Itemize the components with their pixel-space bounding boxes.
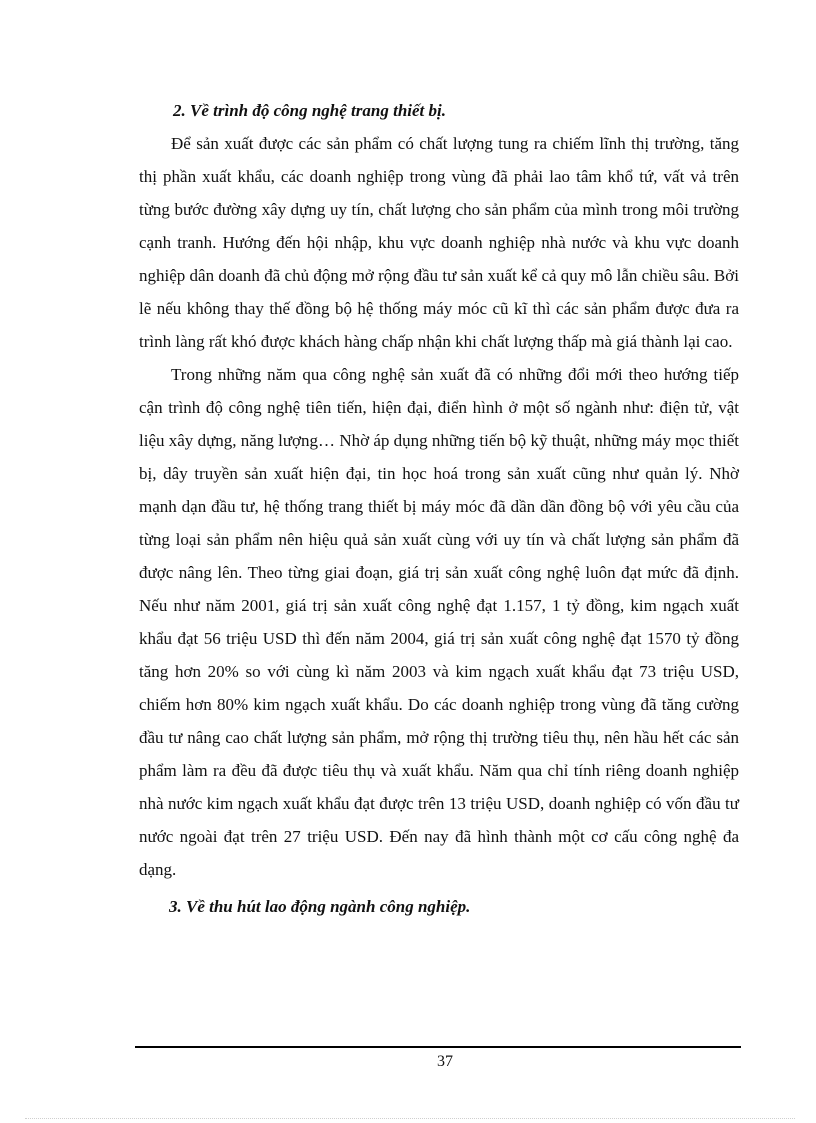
paragraph-2: Trong những năm qua công nghệ sản xuất đã có những đổi mới theo hướng tiếp cận trình độ công nghệ tiên tiến, hiện đại, điển hình ở một số ngành như: điện tử, vật liệu xây dựng, năng lượng… Nhờ áp dụng những tiến bộ kỹ thuật, những máy mọc thiết bị, dây truyền sản xuất hiện đại, tin học hoá trong sản xuất cũng như quản lý. Nhờ mạnh dạn đầu tư, hệ thống trang thiết bị máy móc đã dần dần đồng bộ với yêu cầu của từng loại sản phẩm nên hiệu quả sản xuất cùng với uy tín và chất lượng sản phẩm đã được nâng lên. Theo từng giai đoạn, giá trị sản xuất công nghệ luôn đạt mức đã định. Nếu như năm 2001, giá trị sản xuất công nghệ đạt 1.157, 1 tỷ đồng, kim ngạch xuất khẩu đạt 56 triệu USD thì đến năm 2004, giá trị sản xuất công nghệ đạt 1570 tỷ đồng tăng hơn 20% so với cùng kì năm 2003 và kim ngạch xuất khẩu đạt 73 triệu USD, chiếm hơn 80% kim ngạch xuất khẩu. Do các doanh nghiệp trong vùng đã tăng cường đầu tư nâng cao chất lượng sản phẩm, mở rộng thị trường tiêu thụ, nên hầu hết các sản phẩm làm ra đều đã được tiêu thụ và xuất khẩu. Năm qua chỉ tính riêng doanh nghiệp nhà nước kim ngạch xuất khẩu đạt được trên 13 triệu USD, doanh nghiệp có vốn đầu tư nước ngoài đạt trên 27 triệu USD. Đến nay đã hình thành một cơ cấu công nghệ đa dạng. (139, 365, 739, 879)
paragraph-1: Để sản xuất được các sản phẩm có chất lượng tung ra chiếm lĩnh thị trường, tăng thị phần xuất khẩu, các doanh nghiệp trong vùng đã phải lao tâm khổ tứ, vất vả trên từng bước đường xây dựng uy tín, chất lượng cho sản phẩm của mình trong môi trường cạnh tranh. Hướng đến hội nhập, khu vực doanh nghiệp nhà nước và khu vực doanh nghiệp dân doanh đã chủ động mở rộng đầu tư sản xuất kể cả quy mô lẫn chiều sâu. Bởi lẽ nếu không thay thế đồng bộ hệ thống máy móc cũ kĩ thì các sản phẩm được đưa ra trình làng rất khó được khách hàng chấp nhận khi chất lượng thấp mà giá thành lại cao. (139, 134, 739, 351)
section-3-heading: 3. Về thu hút lao động ngành công nghiệp. (169, 897, 471, 916)
page-edge-divider (25, 1118, 795, 1119)
footer-divider (135, 1046, 741, 1048)
page-content (139, 94, 739, 923)
page-number: 37 (437, 1053, 453, 1070)
section-2-heading: 2. Về trình độ công nghệ trang thiết bị. (173, 101, 446, 120)
